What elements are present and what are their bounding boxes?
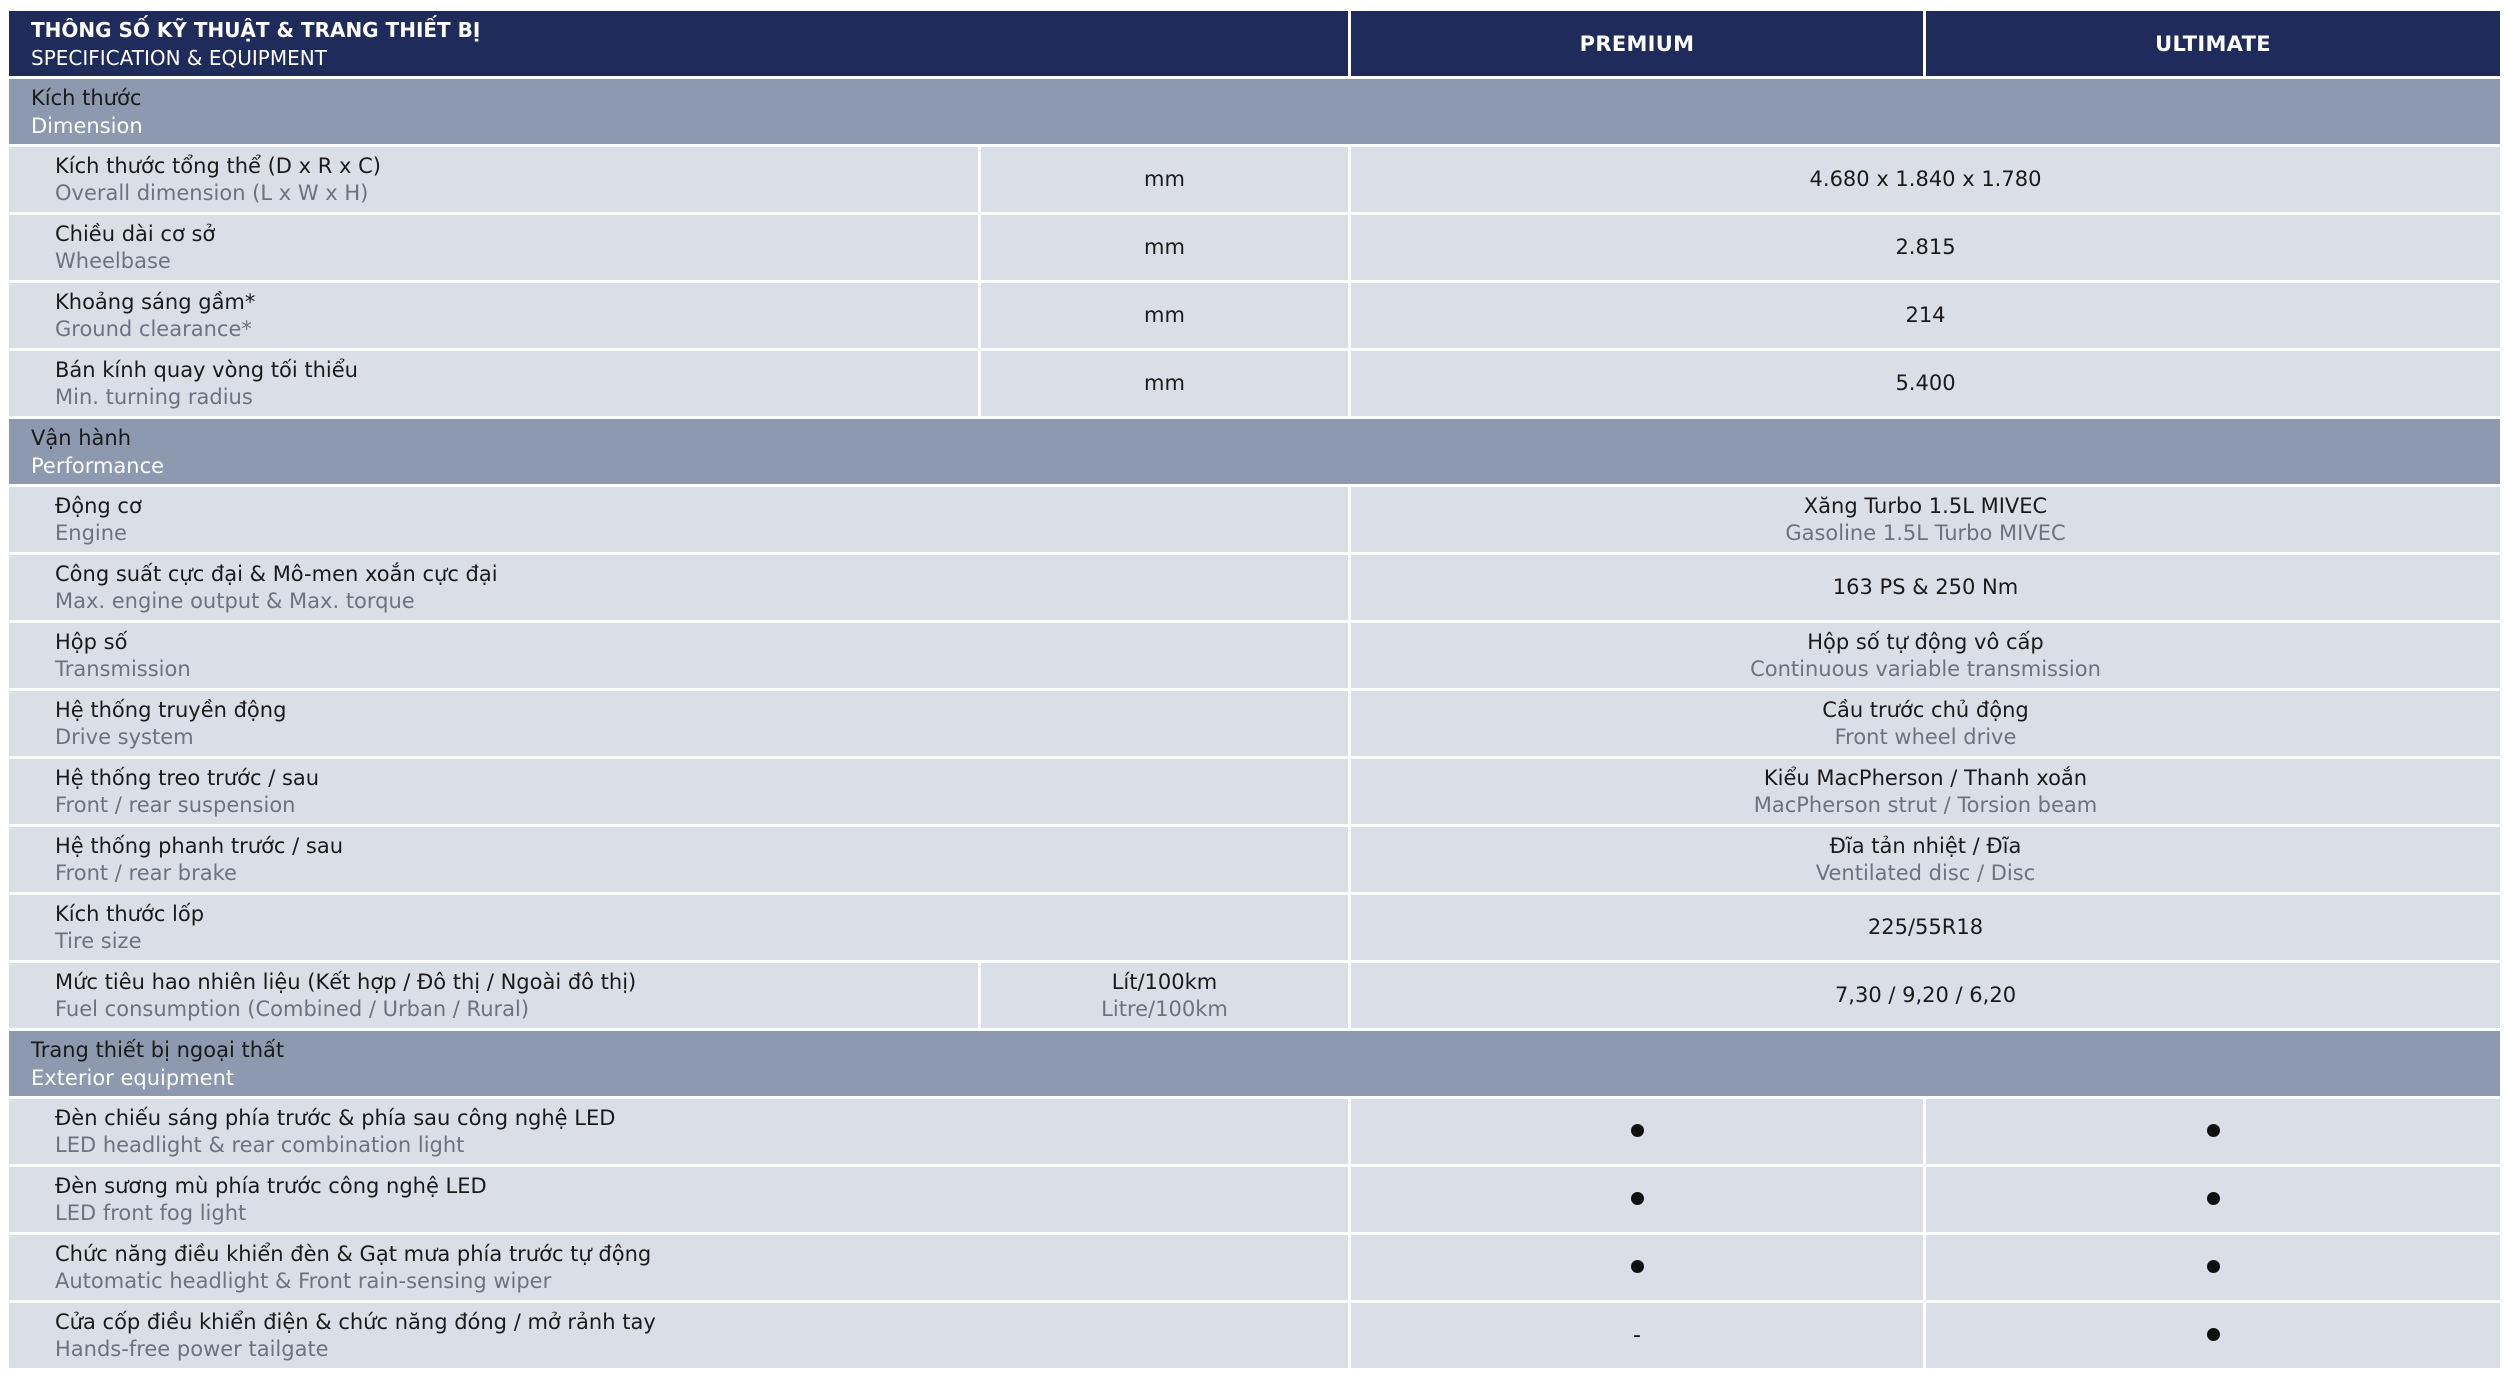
row-label-vi: Khoảng sáng gầm*: [55, 289, 256, 314]
row-value-en: Continuous variable transmission: [1750, 656, 2101, 681]
ultimate-cell: [1925, 1166, 2502, 1234]
spec-row-auto-headlight-wiper: [8, 1234, 2502, 1302]
feature-available-dot: [2207, 1124, 2220, 1137]
table-header: [8, 10, 2502, 78]
spec-row-brake: [8, 826, 2502, 894]
section-exterior: [8, 1030, 2502, 1098]
feature-available-dot: [1631, 1192, 1644, 1205]
section-dimension: [8, 78, 2502, 146]
row-label-vi: Hộp số: [55, 629, 128, 654]
section-title-vi: Trang thiết bị ngoại thất: [31, 1037, 285, 1062]
row-label-en: Overall dimension (L x W x H): [55, 180, 369, 205]
row-value: 7,30 / 9,20 / 6,20: [1834, 983, 2017, 1007]
spec-row-output-torque: [8, 554, 2502, 622]
header-title: [8, 10, 1350, 78]
spec-row-power-tailgate: [8, 1302, 2502, 1370]
spec-row-wheelbase: [8, 214, 2502, 282]
ultimate-cell: [1925, 1234, 2502, 1302]
row-value-vi: Hộp số tự động vô cấp: [1807, 629, 2044, 654]
section-title-en: Exterior equipment: [31, 1065, 235, 1090]
row-label-vi: Công suất cực đại & Mô-men xoắn cực đại: [55, 561, 498, 586]
row-value: 5.400: [1895, 371, 1956, 395]
row-unit-en: Litre/100km: [1101, 996, 1228, 1021]
row-label-vi: Động cơ: [55, 493, 142, 518]
spec-row-fuel-consumption: [8, 962, 2502, 1030]
row-label-vi: Mức tiêu hao nhiên liệu (Kết hợp / Đô thị / Ngoài đô thị): [55, 969, 637, 994]
row-value-en: Ventilated disc / Disc: [1815, 860, 2036, 885]
row-label-en: Front / rear suspension: [55, 792, 296, 817]
feature-available-dot: [1631, 1260, 1644, 1273]
premium-cell: [1350, 1234, 1925, 1302]
premium-cell: [1350, 1098, 1925, 1166]
section-title-en: Performance: [31, 453, 165, 478]
spec-table: [6, 8, 2503, 1371]
variant-ultimate: ULTIMATE: [1925, 10, 2502, 78]
section-performance: [8, 418, 2502, 486]
row-label-vi: Đèn chiếu sáng phía trước & phía sau công nghệ LED: [55, 1105, 616, 1130]
row-label-en: Min. turning radius: [55, 384, 253, 409]
header-title-en: SPECIFICATION & EQUIPMENT: [31, 45, 327, 70]
variant-premium: PREMIUM: [1350, 10, 1925, 78]
spec-row-overall-dimension: [8, 146, 2502, 214]
row-label-vi: Hệ thống phanh trước / sau: [55, 833, 344, 858]
spec-row-turning-radius: [8, 350, 2502, 418]
row-label-vi: Cửa cốp điều khiển điện & chức năng đóng / mở rảnh tay: [55, 1309, 656, 1334]
section-title-vi: Vận hành: [31, 425, 132, 450]
row-value: 214: [1905, 303, 1946, 327]
row-label-en: Fuel consumption (Combined / Urban / Rural): [55, 996, 530, 1021]
row-value-vi: Đĩa tản nhiệt / Đĩa: [1829, 833, 2022, 858]
feature-available-dot: [2207, 1192, 2220, 1205]
spec-row-engine: [8, 486, 2502, 554]
row-label-vi: Đèn sương mù phía trước công nghệ LED: [55, 1173, 487, 1198]
row-label-vi: Chiều dài cơ sở: [55, 221, 216, 246]
spec-row-tire-size: [8, 894, 2502, 962]
row-value: 2.815: [1895, 235, 1956, 259]
row-label-vi: Chức năng điều khiển đèn & Gạt mưa phía trước tự động: [55, 1241, 652, 1266]
feature-available-dot: [2207, 1260, 2220, 1273]
row-label-vi: Kích thước tổng thể (D x R x C): [55, 153, 381, 178]
ultimate-cell: [1925, 1302, 2502, 1370]
row-value-vi: Xăng Turbo 1.5L MIVEC: [1803, 493, 2048, 518]
row-unit-vi: Lít/100km: [1111, 969, 1218, 994]
feature-unavailable-dash: -: [1633, 1323, 1641, 1348]
row-label-en: Tire size: [55, 928, 142, 953]
row-value: 225/55R18: [1867, 915, 1984, 939]
row-value-en: Gasoline 1.5L Turbo MIVEC: [1785, 520, 2066, 545]
row-value-vi: Kiểu MacPherson / Thanh xoắn: [1763, 765, 2088, 790]
ultimate-cell: [1925, 1098, 2502, 1166]
section-title-en: Dimension: [31, 113, 143, 138]
row-value-vi: Cầu trước chủ động: [1822, 697, 2029, 722]
row-label-en: LED front fog light: [55, 1200, 247, 1225]
row-value-en: Front wheel drive: [1834, 724, 2017, 749]
spec-row-suspension: [8, 758, 2502, 826]
row-label-vi: Hệ thống truyền động: [55, 697, 287, 722]
header-title-vi: THÔNG SỐ KỸ THUẬT & TRANG THIẾT BỊ: [31, 17, 481, 42]
row-label-vi: Bán kính quay vòng tối thiểu: [55, 357, 358, 382]
feature-available-dot: [2207, 1328, 2220, 1341]
row-label-en: Engine: [55, 520, 127, 545]
premium-cell: [1350, 1302, 1925, 1370]
row-label-en: Transmission: [55, 656, 191, 681]
row-unit: mm: [1144, 371, 1185, 395]
row-label-en: Ground clearance*: [55, 316, 252, 341]
row-unit: mm: [1144, 167, 1185, 191]
row-unit: mm: [1144, 303, 1185, 327]
row-label-en: Automatic headlight & Front rain-sensing wiper: [55, 1268, 552, 1293]
spec-row-transmission: [8, 622, 2502, 690]
row-value: 4.680 x 1.840 x 1.780: [1809, 167, 2042, 191]
spec-row-ground-clearance: [8, 282, 2502, 350]
row-label-en: LED headlight & rear combination light: [55, 1132, 465, 1157]
row-label-en: Hands-free power tailgate: [55, 1336, 329, 1361]
row-label-vi: Hệ thống treo trước / sau: [55, 765, 320, 790]
row-label-vi: Kích thước lốp: [55, 901, 205, 926]
row-label-en: Drive system: [55, 724, 194, 749]
spec-row-drive-system: [8, 690, 2502, 758]
row-label-en: Wheelbase: [55, 248, 171, 273]
row-label-en: Max. engine output & Max. torque: [55, 588, 415, 613]
premium-cell: [1350, 1166, 1925, 1234]
section-title-vi: Kích thước: [31, 85, 142, 110]
spec-row-led-fog-light: [8, 1166, 2502, 1234]
spec-row-led-headlight: [8, 1098, 2502, 1166]
row-value: 163 PS & 250 Nm: [1832, 575, 2019, 599]
row-label-en: Front / rear brake: [55, 860, 237, 885]
row-unit: mm: [1144, 235, 1185, 259]
row-value-en: MacPherson strut / Torsion beam: [1753, 792, 2098, 817]
feature-available-dot: [1631, 1124, 1644, 1137]
